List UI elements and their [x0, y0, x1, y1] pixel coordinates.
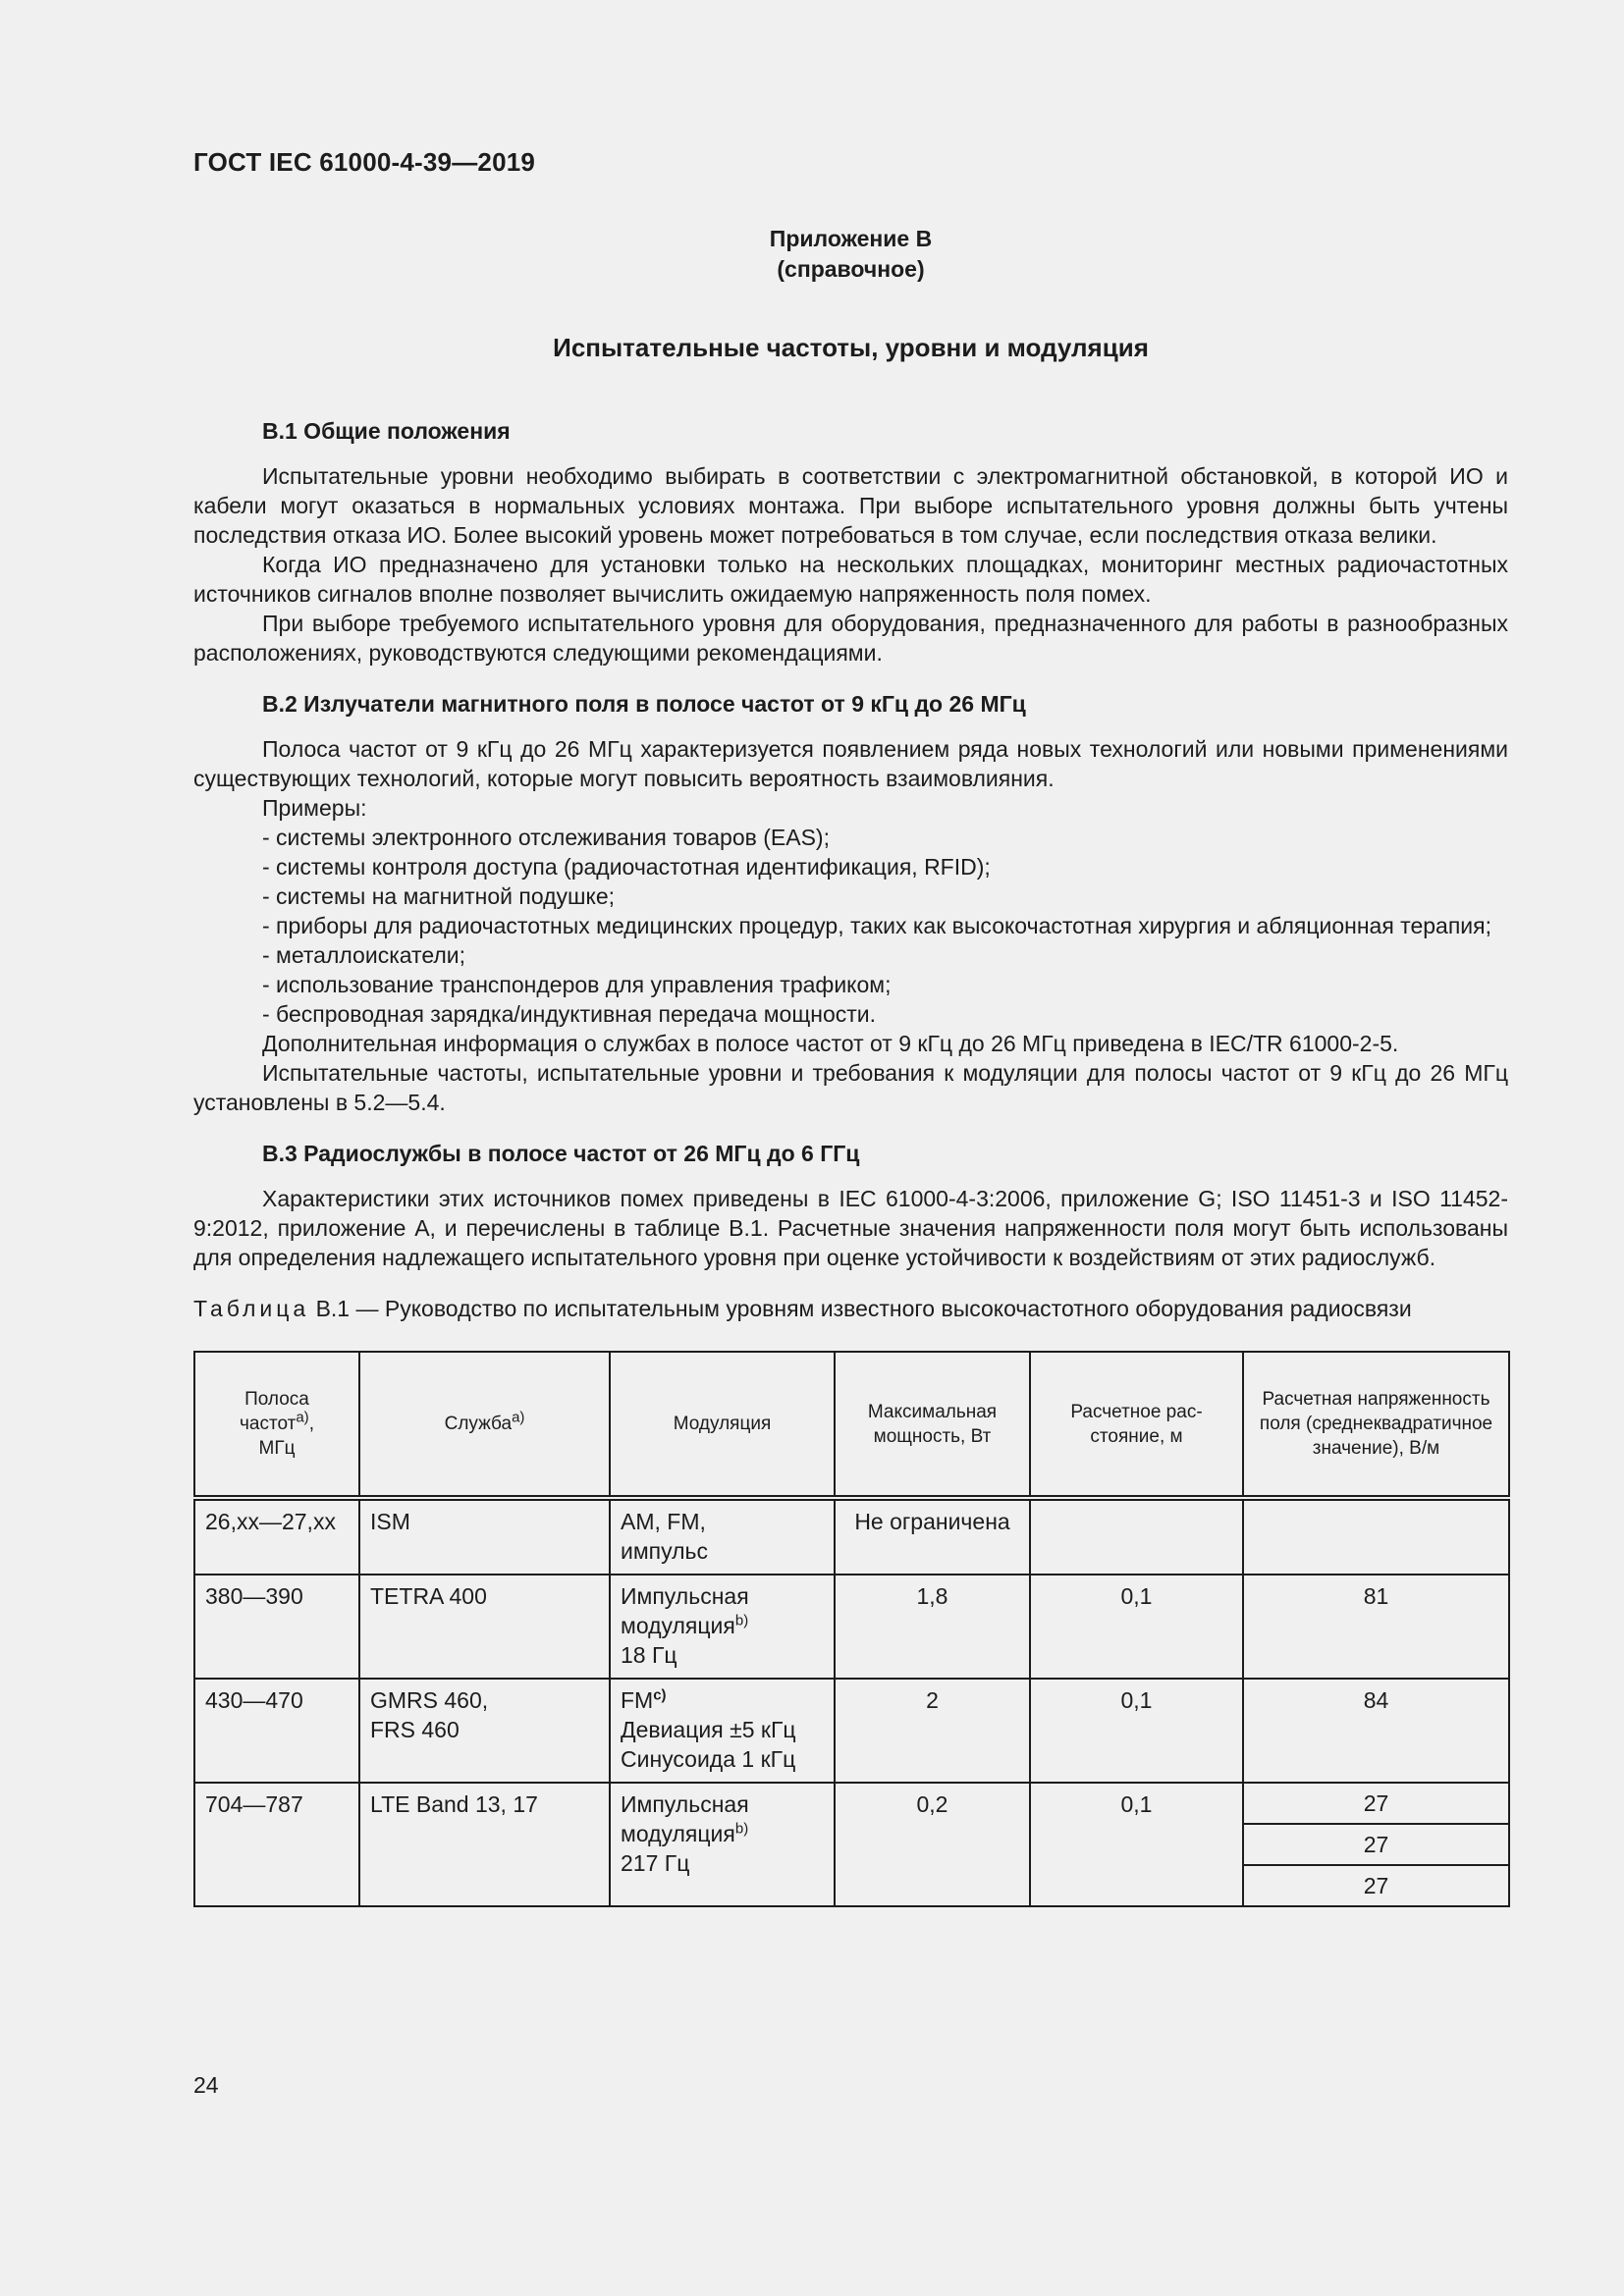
cell-field-strength: 27	[1244, 1784, 1508, 1825]
cell-power: 0,2	[835, 1783, 1030, 1906]
annex-name: Приложение В	[769, 226, 933, 251]
header-modulation: Модуляция	[610, 1352, 835, 1498]
list-item: - системы электронного отслеживания товаров (EAS);	[262, 825, 830, 850]
table-caption-text: В.1 — Руководство по испытательным уровням известного высокочастотного оборудования радиосвязи	[309, 1296, 1412, 1321]
list-item: - использование транспондеров для управления трафиком;	[262, 972, 892, 997]
cell-service: ISM	[359, 1498, 610, 1575]
table-row	[194, 1679, 1509, 1783]
cell-service: LTE Band 13, 17	[359, 1783, 610, 1906]
table-row	[194, 1498, 1509, 1575]
frequency-table	[193, 1351, 1510, 1907]
header-field-strength: Расчетная напряженность поля (среднеквадратичное значение), В/м	[1243, 1352, 1509, 1498]
page-number: 24	[193, 2072, 219, 2098]
header-band: Полоса частот$^{а)}$, МГц	[194, 1352, 359, 1498]
header-distance: Расчетное расстояние, м	[1030, 1352, 1243, 1498]
section-heading-b3: В.3 Радиослужбы в полосе частот от 26 МГц до 6 ГГц	[262, 1141, 860, 1166]
list-item: - металлоискатели;	[262, 942, 466, 968]
cell-distance	[1030, 1498, 1243, 1575]
paragraph: Полоса частот от 9 кГц до 26 МГц характеризуется появлением ряда новых технологий или новыми применениями существующих технологий, которые могут повысить вероятность взаимовлияния.	[193, 736, 1508, 791]
header-service: Служба$^{а)}$	[359, 1352, 610, 1498]
list-item: - системы на магнитной подушке;	[262, 883, 616, 909]
table-row	[194, 1575, 1509, 1679]
cell-band: 704—787	[194, 1783, 359, 1906]
cell-service: GMRS 460, FRS 460	[359, 1679, 610, 1783]
cell-modulation: FM$^{c)}$ Девиация ±5 кГц Синусоида 1 кГц	[610, 1679, 835, 1783]
section-heading-b2: В.2 Излучатели магнитного поля в полосе частот от 9 кГц до 26 МГц	[262, 691, 1026, 717]
cell-band: 26,хх—27,хх	[194, 1498, 359, 1575]
cell-service: TETRA 400	[359, 1575, 610, 1679]
cell-power: 1,8	[835, 1575, 1030, 1679]
standard-header: ГОСТ IEC 61000-4-39—2019	[193, 147, 536, 177]
paragraph: Дополнительная информация о службах в полосе частот от 9 кГц до 26 МГц приведена в IEC/TR 61000-2-5.	[262, 1031, 1399, 1056]
cell-band: 380—390	[194, 1575, 359, 1679]
cell-band: 430—470	[194, 1679, 359, 1783]
cell-distance: 0,1	[1030, 1575, 1243, 1679]
cell-field-strength: 84	[1243, 1679, 1509, 1783]
paragraph: Характеристики этих источников помех приведены в IEC 61000-4-3:2006, приложение G; ISO 11451-3 и ISO 11452-9:2012, приложение А, и перечислены в таблице В.1. Расчетные значения напряженности поля могут быть использованы для определения надлежащего испытательного уровня при оценке устойчивости к воздействиям от этих радиослужб.	[193, 1186, 1508, 1270]
cell-field-strength: 27	[1244, 1825, 1508, 1866]
cell-power: 2	[835, 1679, 1030, 1783]
paragraph: Испытательные уровни необходимо выбирать в соответствии с электромагнитной обстановкой, в которой ИО и кабели могут оказаться в нормальных условиях монтажа. При выборе испытательного уровня должны быть учтены последствия отказа ИО. Более высокий уровень может потребоваться в том случае, если последствия отказа велики.	[193, 463, 1508, 548]
cell-modulation: Импульсная модуляция$^{b)}$ 18 Гц	[610, 1575, 835, 1679]
list-item: - беспроводная зарядка/индуктивная передача мощности.	[262, 1001, 877, 1027]
section-heading-b1: В.1 Общие положения	[262, 418, 511, 444]
header-power: Максимальная мощность, Вт	[835, 1352, 1030, 1498]
annex-status: (справочное)	[777, 256, 925, 282]
cell-field-strength	[1243, 1498, 1509, 1575]
table-row	[194, 1783, 1509, 1906]
annex-title: Испытательные частоты, уровни и модуляция	[553, 333, 1149, 362]
cell-field-strength: 81	[1243, 1575, 1509, 1679]
table-caption-prefix: Таблица	[193, 1296, 310, 1321]
paragraph: Испытательные частоты, испытательные уровни и требования к модуляции для полосы частот от 9 кГц до 26 МГц установлены в 5.2—5.4.	[193, 1060, 1508, 1115]
examples-label: Примеры:	[262, 795, 367, 821]
cell-field-strength: 27	[1363, 1873, 1389, 1898]
cell-modulation: AM, FM, импульс	[610, 1498, 835, 1575]
cell-power: Не ограничена	[835, 1498, 1030, 1575]
annex-label	[193, 224, 1508, 285]
table-header-row	[194, 1352, 1509, 1498]
cell-distance: 0,1	[1030, 1783, 1243, 1906]
cell-modulation: Импульсная модуляция$^{b)}$ 217 Гц	[610, 1783, 835, 1906]
paragraph: Когда ИО предназначено для установки только на нескольких площадках, мониторинг местных радиочастотных источников сигналов вполне позволяет вычислить ожидаемую напряженность поля помех.	[193, 552, 1508, 607]
cell-distance: 0,1	[1030, 1679, 1243, 1783]
list-item: - системы контроля доступа (радиочастотная идентификация, RFID);	[262, 854, 991, 880]
table-caption	[193, 1294, 1508, 1323]
paragraph: При выборе требуемого испытательного уровня для оборудования, предназначенного для работы в разнообразных расположениях, руководствуются следующими рекомендациями.	[193, 611, 1508, 666]
document-body	[193, 416, 1508, 1907]
cell-field-strength-split	[1243, 1783, 1509, 1906]
list-item: - приборы для радиочастотных медицинских процедур, таких как высокочастотная хирургия и абляционная терапия;	[262, 913, 1491, 938]
